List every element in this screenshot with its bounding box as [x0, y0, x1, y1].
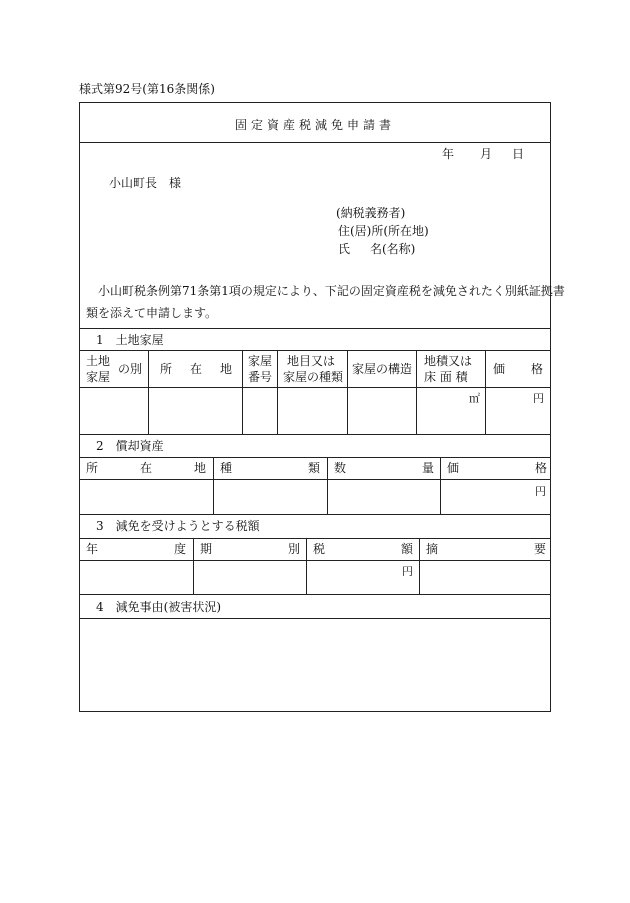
s1-col-kind-c: の別	[118, 362, 143, 376]
s3-col-tax-char: 税	[313, 542, 326, 556]
s3-col-year-char: 年	[86, 542, 99, 556]
divider	[80, 350, 550, 351]
applicant-name-label-1: 氏	[338, 242, 351, 256]
s2-col-type-char: 類	[307, 461, 320, 475]
s1-col-house-no-b: 番号	[248, 370, 273, 384]
grid-line	[242, 350, 243, 434]
s3-col-remarks-char: 要	[533, 542, 546, 556]
divider	[80, 457, 550, 458]
divider	[80, 328, 550, 329]
s3-col-period-char: 別	[287, 542, 300, 556]
applicant-label: (納税義務者)	[336, 206, 406, 220]
grid-line	[148, 350, 149, 434]
s2-col-price-char: 格	[534, 461, 547, 475]
applicant-name-label-2: 名(名称)	[370, 242, 416, 256]
application-form	[79, 102, 565, 712]
s2-col-quantity-char: 数	[334, 461, 347, 475]
s2-col-price	[447, 462, 547, 474]
s1-col-structure: 家屋の構造	[352, 362, 413, 376]
grid-line	[213, 457, 214, 514]
s1-col-area-a: 地積又は	[424, 354, 473, 368]
s1-col-house-no-a: 家屋	[248, 354, 273, 368]
grid-line	[347, 350, 348, 434]
s3-col-period-char: 期	[200, 542, 213, 556]
divider	[80, 479, 550, 480]
divider	[80, 142, 550, 143]
s1-col-location-char: 地	[219, 362, 232, 376]
s2-col-type-char: 種	[220, 461, 233, 475]
s1-unit-price: 円	[533, 392, 544, 405]
s2-col-quantity	[334, 462, 434, 474]
date-month-label: 月	[480, 147, 493, 161]
grid-line	[306, 538, 307, 594]
s3-col-year-char: 度	[173, 542, 186, 556]
s2-col-type	[220, 462, 320, 474]
section4-title: 4 減免事由(被害状況)	[96, 600, 221, 614]
s1-col-price-char: 格	[530, 362, 543, 376]
body-text-line2: 類を添えて申請します。	[86, 306, 218, 320]
s3-unit-tax: 円	[402, 565, 413, 578]
grid-line	[440, 457, 441, 514]
s2-col-location-char: 所	[86, 461, 99, 475]
s3-col-year	[86, 543, 186, 555]
s2-col-location	[86, 462, 206, 474]
grid-line	[193, 538, 194, 594]
s1-unit-area: ㎡	[469, 392, 480, 405]
s3-col-period	[200, 543, 300, 555]
s3-col-remarks-char: 摘	[426, 542, 439, 556]
grid-line	[485, 350, 486, 434]
reason-entry-area	[80, 619, 550, 711]
s1-col-location-char: 所	[160, 362, 173, 376]
s2-col-price-char: 価	[447, 461, 460, 475]
grid-line	[327, 457, 328, 514]
form-number-label: 様式第92号(第16条関係)	[79, 82, 215, 96]
divider	[80, 538, 550, 539]
date-year-label: 年	[442, 147, 455, 161]
s3-col-remarks	[426, 543, 546, 555]
s1-col-price	[493, 363, 543, 375]
body-text-line1: 小山町税条例第71条第1項の規定により、下記の固定資産税を減免されたく別紙証拠書	[98, 284, 565, 298]
s3-col-tax	[313, 543, 413, 555]
addressee: 小山町長 様	[109, 176, 182, 190]
s1-col-kind-a: 土地	[86, 354, 111, 368]
date-day-label: 日	[512, 147, 525, 161]
s1-col-price-char: 価	[493, 362, 506, 376]
divider	[80, 560, 550, 561]
s2-unit-price: 円	[535, 485, 546, 498]
divider	[80, 434, 550, 435]
s2-col-location-char: 在	[139, 461, 152, 475]
grid-line	[419, 538, 420, 594]
divider	[80, 387, 550, 388]
divider	[80, 514, 550, 515]
s1-col-category-b: 家屋の種類	[283, 370, 344, 384]
grid-line	[277, 350, 278, 434]
section1-title: 1 土地家屋	[96, 333, 164, 347]
divider	[80, 594, 550, 595]
s2-col-location-char: 地	[193, 461, 206, 475]
section3-title: 3 減免を受けようとする税額	[96, 519, 260, 533]
s2-col-quantity-char: 量	[421, 461, 434, 475]
form-title: 固定資産税減免申請書	[234, 118, 395, 132]
s1-col-location-char: 在	[189, 362, 202, 376]
s1-col-category-a: 地目又は	[287, 354, 336, 368]
applicant-address-label: 住(居)所(所在地)	[338, 224, 429, 238]
s1-col-kind-b: 家屋	[86, 370, 111, 384]
section2-title: 2 償却資産	[96, 439, 164, 453]
s1-col-area-b: 床 面 積	[424, 370, 468, 384]
s3-col-tax-char: 額	[400, 542, 413, 556]
grid-line	[416, 350, 417, 434]
s1-col-location	[160, 363, 232, 375]
